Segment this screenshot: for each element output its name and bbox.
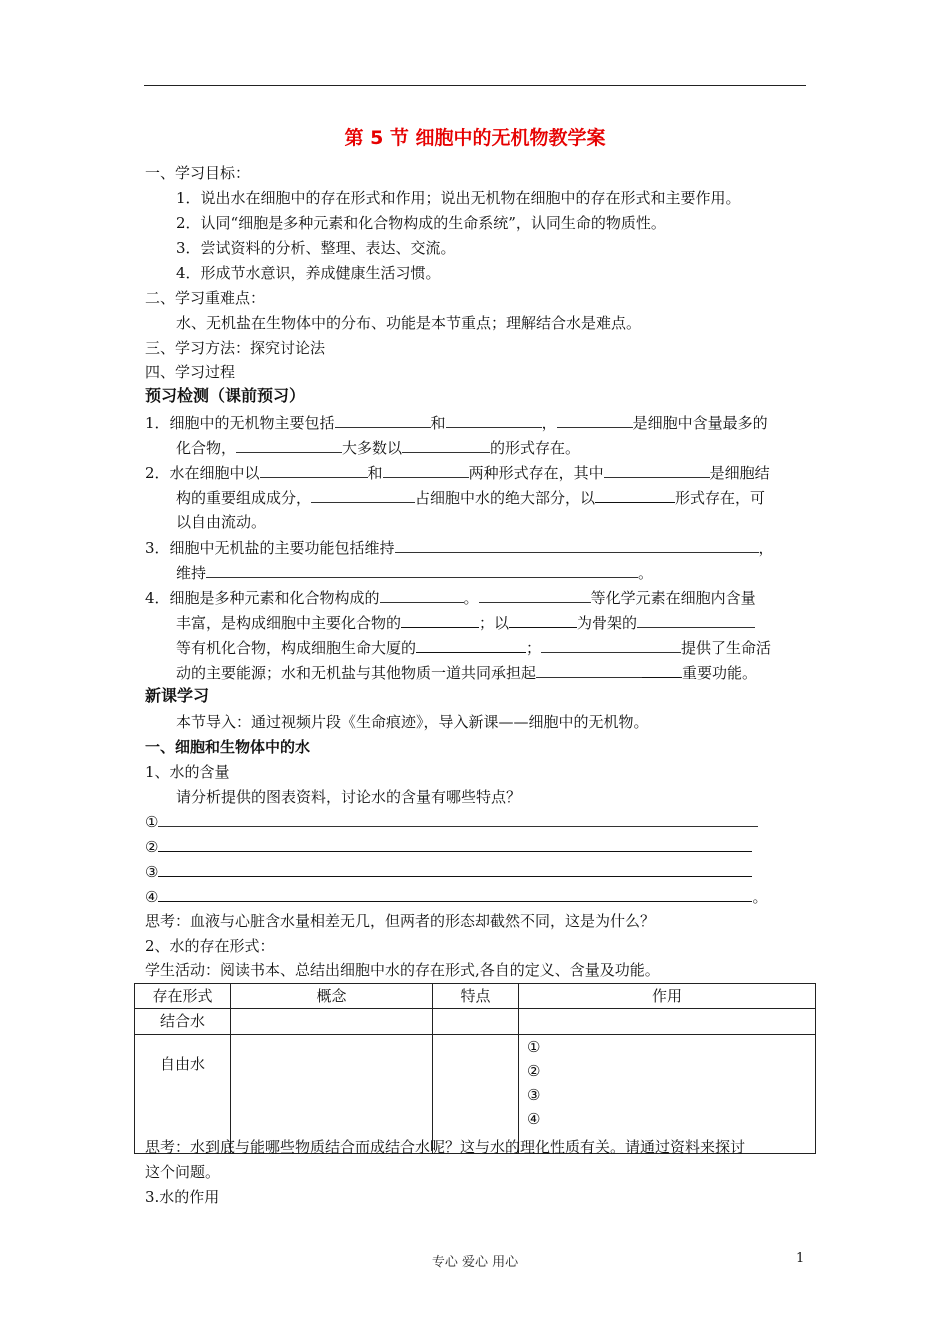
question-2-line-3: 以自由流动。 <box>176 513 267 531</box>
blank[interactable] <box>206 562 638 578</box>
header-feature: 特点 <box>433 984 519 1009</box>
answer-line-3: ③ <box>145 861 752 882</box>
function-item: ① <box>527 1038 541 1056</box>
blank[interactable] <box>536 662 642 678</box>
blank[interactable] <box>446 412 542 428</box>
part-1-heading: 一、细胞和生物体中的水 <box>145 738 311 756</box>
blank[interactable] <box>509 612 577 628</box>
new-lesson-heading: 新课学习 <box>145 686 210 705</box>
function-list[interactable] <box>519 1035 816 1154</box>
blank[interactable] <box>416 637 526 653</box>
lesson-intro: 本节导入：通过视频片段《生命痕迹》，导入新课——细胞中的无机物。 <box>176 713 649 731</box>
blank[interactable] <box>541 637 681 653</box>
section-keypoints: 二、学习重难点： <box>145 289 266 307</box>
question-4-line-3: 等有机化合物，构成细胞生命大厦的 ； 提供了生命活 <box>176 639 772 657</box>
answer-line-1: ① <box>145 811 758 832</box>
water-content-question: 请分析提供的图表资料，讨论水的含量有哪些特点？ <box>176 788 522 806</box>
function-item: ② <box>527 1062 541 1080</box>
objective-4: 4．形成节水意识，养成健康生活习惯。 <box>176 264 441 282</box>
objective-1: 1．说出水在细胞中的存在形式和作用；说出无机物在细胞中的存在形式和主要作用。 <box>176 189 741 207</box>
blank[interactable] <box>595 487 675 503</box>
water-role-heading: 3.水的作用 <box>145 1188 220 1206</box>
blank[interactable] <box>260 462 368 478</box>
blank[interactable] <box>335 412 431 428</box>
water-forms-table <box>134 983 816 1154</box>
blank[interactable] <box>158 886 752 902</box>
blank[interactable] <box>380 587 464 603</box>
question-2-line-1: 2．水在细胞中以 和 两种形式存在，其中 是细胞结 <box>145 464 770 482</box>
think-question-2-line-2: 这个问题。 <box>145 1163 221 1181</box>
answer-line-2: ② <box>145 836 752 857</box>
question-4-line-2: 丰富，是构成细胞中主要化合物的 ；以 为骨架的 <box>176 612 755 633</box>
blank[interactable] <box>637 612 755 628</box>
question-3-line-1: 3．细胞中无机盐的主要功能包括维持 ， <box>145 539 774 557</box>
think-question-1: 思考：血液与心脏含水量相差无几，但两者的形态却截然不同，这是为什么？ <box>145 912 656 930</box>
blank[interactable] <box>383 462 469 478</box>
question-4-line-1: 4．细胞是多种元素和化合物构成的 。 等化学元素在细胞内含量 <box>145 589 756 607</box>
section-objectives: 一、学习目标： <box>145 164 251 182</box>
header-function: 作用 <box>519 984 816 1009</box>
section-process: 四、学习过程 <box>145 363 236 381</box>
question-1-line-2: 化合物， 大多数以 的形式存在。 <box>176 439 581 457</box>
header-form: 存在形式 <box>135 984 231 1009</box>
blank[interactable] <box>395 537 759 553</box>
table-cell[interactable] <box>231 1035 433 1154</box>
section-method: 三、学习方法：探究讨论法 <box>145 339 326 357</box>
page-number: 1 <box>796 1251 805 1266</box>
question-3-line-2: 维持 。 <box>176 564 654 582</box>
student-activity: 学生活动：阅读书本、总结出细胞中水的存在形式,各自的定义、含量及功能。 <box>145 961 660 979</box>
blank[interactable] <box>158 811 758 827</box>
function-item: ④ <box>527 1110 541 1128</box>
table-cell[interactable] <box>433 1035 519 1154</box>
question-2-line-2: 构的重要组成成分， 占细胞中水的绝大部分，以 形式存在，可 <box>176 489 766 507</box>
blank[interactable] <box>401 612 479 628</box>
table-cell[interactable] <box>231 1009 433 1035</box>
blank[interactable] <box>604 462 710 478</box>
blank[interactable] <box>311 487 415 503</box>
blank[interactable] <box>158 861 752 877</box>
question-1-line-1: 1．细胞中的无机物主要包括 和 ， 是细胞中含量最多的 <box>145 414 768 432</box>
bound-water-label: 结合水 <box>135 1009 231 1035</box>
blank[interactable] <box>236 437 342 453</box>
objective-2: 2．认同“细胞是多种元素和化合物构成的生命系统”，认同生命的物质性。 <box>176 214 666 232</box>
water-forms-heading: 2、水的存在形式： <box>145 937 275 955</box>
table-cell[interactable] <box>433 1009 519 1035</box>
blank[interactable] <box>158 836 752 852</box>
page-title: 第 5 节 细胞中的无机物教学案 <box>344 127 606 149</box>
keypoints-text: 水、无机盐在生物体中的分布、功能是本节重点；理解结合水是难点。 <box>176 314 642 332</box>
blank[interactable] <box>557 412 633 428</box>
table-cell[interactable] <box>519 1009 816 1035</box>
objective-3: 3．尝试资料的分析、整理、表达、交流。 <box>176 239 456 257</box>
water-content-heading: 1、水的含量 <box>145 763 230 781</box>
blank[interactable] <box>642 662 682 678</box>
think-question-2-line-1: 思考：水到底与能哪些物质结合而成结合水呢？这与水的理化性质有关。请通过资料来探讨 <box>145 1138 746 1156</box>
function-item: ③ <box>527 1086 541 1104</box>
question-4-line-4: 动的主要能源；水和无机盐与其他物质一道共同承担起 重要功能。 <box>176 664 758 682</box>
blank[interactable] <box>479 587 591 603</box>
blank[interactable] <box>402 437 490 453</box>
free-water-label: 自由水 <box>135 1035 231 1154</box>
footer-motto: 专心 爱心 用心 <box>431 1255 519 1270</box>
answer-line-4: ④ 。 <box>145 888 768 906</box>
header-rule <box>144 85 806 86</box>
header-concept: 概念 <box>231 984 433 1009</box>
preview-heading: 预习检测（课前预习） <box>145 386 306 405</box>
